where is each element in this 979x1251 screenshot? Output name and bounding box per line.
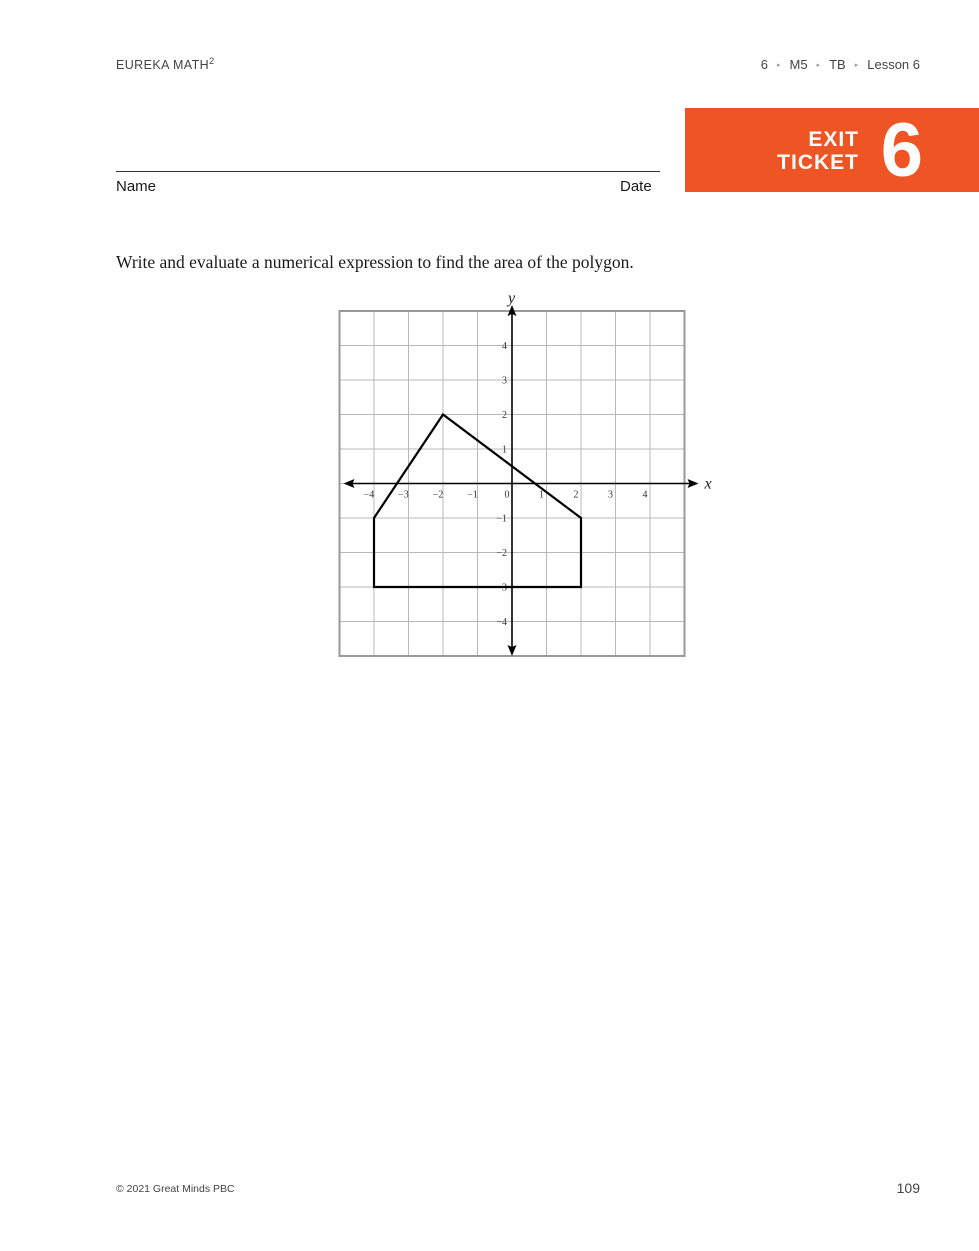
x-tick-label: −4 (363, 489, 375, 501)
breadcrumb (761, 57, 920, 72)
name-label: Name (116, 178, 157, 195)
x-tick-label: 0 (504, 489, 510, 501)
breadcrumb-separator-icon: ▸ (816, 61, 821, 69)
x-tick-label: 3 (608, 489, 613, 501)
date-label: Date (620, 178, 652, 195)
exit-ticket-badge (685, 108, 979, 192)
x-tick-label: −3 (398, 489, 409, 501)
breadcrumb-module: M5 (789, 57, 808, 72)
y-tick-label: 3 (502, 375, 507, 387)
breadcrumb-topic: TB (829, 57, 846, 72)
exit-ticket-label (777, 128, 859, 174)
exit-ticket-number: 6 (880, 108, 923, 193)
breadcrumb-lesson: Lesson 6 (867, 57, 920, 72)
page-number: 109 (896, 1180, 920, 1196)
breadcrumb-separator-icon: ▸ (854, 61, 859, 69)
exit-ticket-line2: TICKET (777, 151, 859, 174)
x-tick-label: −2 (432, 489, 444, 501)
x-tick-label: 2 (573, 489, 579, 501)
tick-labels (364, 341, 648, 628)
brand-name: EUREKA MATH (116, 58, 210, 72)
y-tick-label: −4 (496, 617, 507, 628)
y-tick-label: 4 (502, 341, 507, 352)
y-tick-label: −2 (496, 548, 507, 559)
copyright: © 2021 Great Minds PBC (116, 1183, 235, 1195)
name-date-line[interactable] (116, 171, 660, 172)
x-tick-label: 1 (539, 489, 544, 501)
brand (116, 56, 214, 72)
problem-prompt: Write and evaluate a numerical expression to find the area of the polygon. (116, 252, 634, 272)
y-tick-label: −1 (496, 513, 507, 525)
exit-ticket-line1: EXIT (808, 128, 859, 151)
axes (344, 305, 699, 656)
y-tick-label: 1 (502, 444, 507, 456)
x-tick-label: 4 (642, 489, 648, 501)
breadcrumb-separator-icon: ▸ (777, 61, 781, 69)
x-tick-label: −1 (467, 489, 478, 501)
x-axis-label: x (704, 475, 712, 493)
y-tick-label: −3 (496, 582, 507, 594)
coordinate-plane (330, 290, 712, 670)
breadcrumb-grade: 6 (760, 57, 768, 72)
brand-superscript: 2 (209, 56, 215, 66)
y-tick-label: 2 (502, 410, 507, 421)
y-axis-label: y (508, 290, 516, 307)
